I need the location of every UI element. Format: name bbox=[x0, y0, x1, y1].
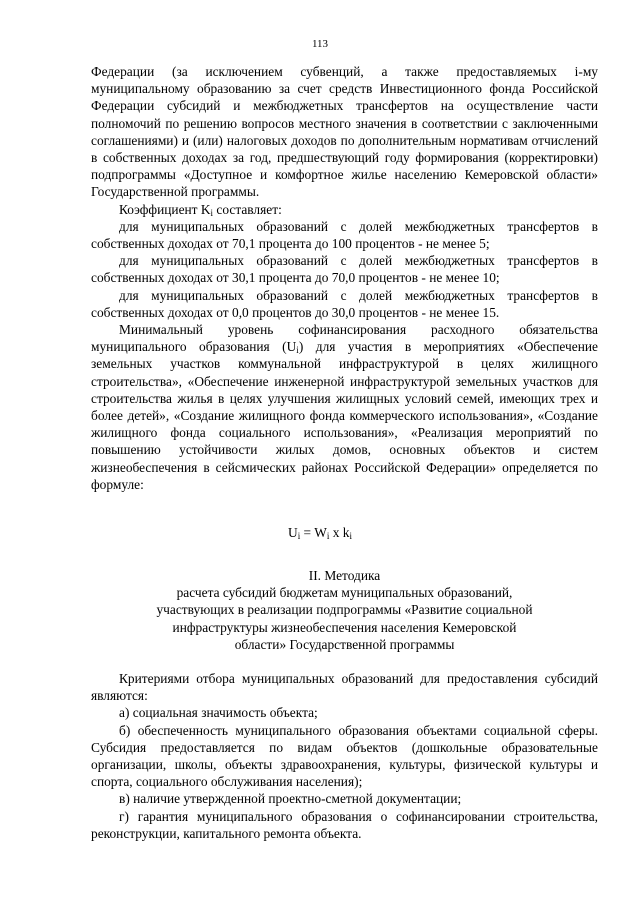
heading-line-2: расчета субсидий бюджетам муниципальных образований, bbox=[176, 585, 513, 601]
heading-line-1: II. Методика bbox=[308, 568, 381, 583]
criteria-item-a: а) социальная значимость объекта; bbox=[119, 705, 318, 721]
paragraph-coefficient-10: для муниципальных образований с долей межбюджетных трансфертов в собственных доходах от 30,1 процента до 70,0 процентов - не менее 10; bbox=[91, 253, 598, 286]
heading-line-5: области» Государственной программы bbox=[234, 636, 455, 652]
paragraph-minimum-cofinancing: Минимальный уровень софинансирования расходного обязательства муниципального образования $(U_i)$ для участия в мероприятиях «Обеспечение земельных участков коммунальной инфраструктурой в целях жилищного строительства», «Обеспечение инженерной инфраструктурой земельных участков для строительства жилья в целях улучшения жилищных условий семей, имеющих трех и более детей», «Создание жилищного фонда коммерческого использования», «Создание жилищного фонда социального использования», «Реализация мероприятий по повышению устойчивости жилых домов, основных объектов и систем жизнеобеспечения в сейсмических районах Российской Федерации» определяется по формуле: bbox=[91, 322, 598, 492]
text-block-criteria bbox=[91, 670, 598, 842]
formula-ui: $U_i = W_i$ x $k_i$ bbox=[288, 525, 352, 541]
criteria-item-b: б) обеспеченность муниципального образования объектами социальной сферы. Субсидия предоставляется по видам объектов (дошкольные образовательные организации, школы, объекты здравоохранения, культуры, физической культуры и спорта, социального обслуживания населения); bbox=[91, 722, 598, 790]
criteria-item-d: г) гарантия муниципального образования о софинансировании строительства, реконструкции, капитального ремонта объекта. bbox=[91, 808, 598, 841]
text-block-methodology-i bbox=[91, 63, 598, 493]
page-number: 113 bbox=[311, 38, 329, 50]
section-heading-methodology-ii bbox=[91, 567, 598, 653]
paragraph-coefficient-5: для муниципальных образований с долей межбюджетных трансфертов в собственных доходах от 70,1 процента до 100 процентов - не менее 5; bbox=[91, 218, 598, 252]
paragraph-coefficient-15: для муниципальных образований с долей межбюджетных трансфертов в собственных доходах от 0,0 процентов до 30,0 процентов - не менее 15. bbox=[91, 287, 598, 320]
paragraph-federation-continuation: Федерации (за исключением субвенций, а также предоставляемых i-му муниципальному образованию за счет средств Инвестиционного фонда Российской Федерации субсидий и межбюджетных трансфертов на осуществление части полномочий по решению вопросов местного значения в соответствии с заключенными соглашениями) и (или) налоговых доходов по дополнительным нормативам отчислений в собственных доходах за год, предшествующий году формирования (корректировки) подпрограммы «Доступное и комфортное жилье населению Кемеровской области» Государственной программы. bbox=[91, 64, 598, 200]
heading-line-3: участвующих в реализации подпрограммы «Развитие социальной bbox=[156, 602, 533, 618]
heading-line-4: инфраструктуры жизнеобеспечения населения Кемеровской bbox=[172, 619, 517, 635]
paragraph-criteria-intro: Критериями отбора муниципальных образований для предоставления субсидий являются: bbox=[91, 671, 598, 704]
paragraph-coefficient-intro: Коэффициент $K_i$ составляет: bbox=[119, 201, 282, 218]
criteria-item-c: в) наличие утвержденной проектно-сметной документации; bbox=[119, 791, 462, 807]
